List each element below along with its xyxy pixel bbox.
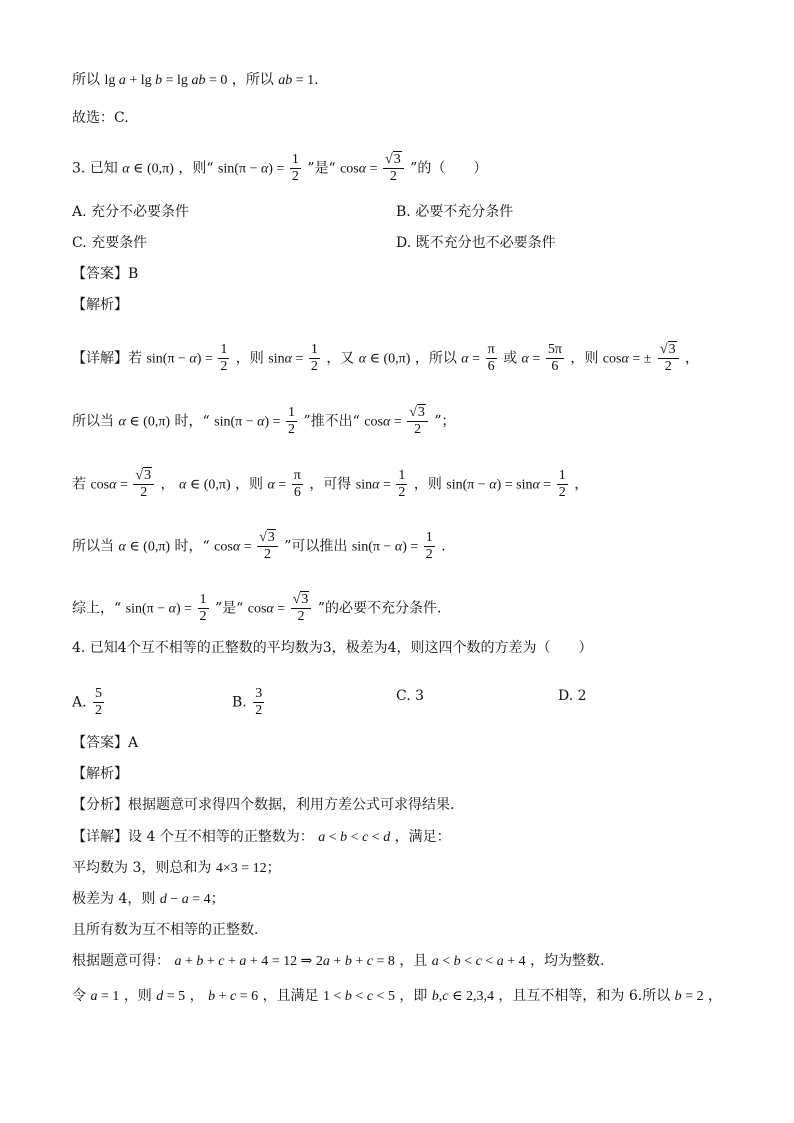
text-line: 所以 lg a + lg b = lg ab = 0 ，所以 ab = 1. [72, 72, 319, 88]
text: ，则 [235, 476, 264, 493]
text: 令 [72, 988, 86, 1004]
fraction: $\frac{1}{2}$ [291, 152, 299, 184]
text: 根据题意可得： [72, 953, 170, 969]
text: ，则 [123, 988, 152, 1004]
text: 所以当 [72, 538, 114, 555]
detail-line: 综上，“ sin(π − α) = $\frac{1}{2}$ ”是“ cosα = $\frac{√3}{2}$ ”的必要不充分条件. [72, 592, 442, 624]
question-4-stem: 4. 已知4个互不相等的正整数的平均数为3，极差为4，则这四个数的方差为（ ） [72, 640, 593, 656]
answer-label: 【答案】B [72, 266, 139, 282]
fraction: $\frac{√3}{2}$ [383, 152, 404, 185]
text: ，满足： [394, 829, 451, 845]
text: ，且 [399, 953, 428, 969]
text: . [441, 538, 446, 555]
text: 极差为 4，则 [72, 891, 156, 907]
text: ，所以 [414, 350, 457, 367]
text: ”； [434, 413, 456, 430]
detail-line: 令 a = 1 ，则 d = 5 ， b + c = 6 ，且满足 1 < b < c < 5 ，即 b,c ∈ 2,3,4 ，且互不相等，和为 6.所以 b = 2 ， [72, 988, 723, 1004]
text: ”的必要不充分条件. [317, 600, 442, 617]
text: ，则“ [178, 160, 214, 177]
text: ，则 [570, 350, 599, 367]
option-c: C. 充要条件 [72, 235, 148, 251]
text: ，则 [235, 350, 264, 367]
text-line: 故选：C. [72, 110, 129, 126]
text: . [314, 72, 319, 88]
text: 综上，“ [72, 600, 122, 617]
detail-line: 平均数为 3，则总和为 4×3 = 12； [72, 860, 281, 876]
detail-line: 所以当 α ∈ (0,π) 时，“ sin(π − α) = $\frac{1}{2}$ ”推不出“ cosα = $\frac{√3}{2}$ ”； [72, 405, 456, 437]
text: ，且满足 [262, 988, 319, 1004]
text: 【详解】若 [72, 350, 142, 367]
text: ”是“ [214, 600, 244, 617]
option-b: B. 必要不充分条件 [396, 204, 514, 220]
text: ，所以 [231, 72, 274, 88]
text: A. [72, 694, 87, 711]
detail-line: 极差为 4，则 d − a = 4； [72, 891, 225, 907]
text: 3. 已知 [72, 160, 118, 177]
text: ； [210, 891, 225, 907]
text: ”是“ [307, 160, 336, 177]
text: B. [232, 694, 247, 711]
answer-label: 【答案】A [72, 735, 139, 751]
text: ”可以推出 [284, 538, 348, 555]
text: ，且互不相等，和为 6.所以 [498, 988, 671, 1004]
option-d: D. 既不充分也不必要条件 [396, 235, 556, 251]
text: ，则 [413, 476, 442, 493]
text: ，可得 [309, 476, 352, 493]
text: 所以当 [72, 413, 114, 430]
detail-line: 且所有数为互不相等的正整数. [72, 922, 259, 938]
text: ， [685, 350, 700, 367]
option-a: A. $\frac{5}{2}$ [72, 686, 103, 718]
text: ； [266, 860, 281, 876]
analysis-label: 【解析】 [72, 766, 128, 782]
text: ，即 [399, 988, 428, 1004]
text: 时，“ [174, 538, 210, 555]
text: ，均为整数. [530, 953, 605, 969]
text: 时，“ [174, 413, 210, 430]
text: ，又 [326, 350, 355, 367]
question-3-stem: 3. 已知 α ∈ (0,π) ，则“ sin(π − α) = $\frac{1}{2}$ ”是“ cosα = $\frac{√3}{2}$ ”的（ ） [72, 152, 488, 184]
option-b: B. $\frac{3}{2}$ [232, 686, 263, 718]
analysis-label: 【解析】 [72, 297, 128, 313]
detail-line: 若 cosα = $\frac{√3}{2}$ ， α ∈ (0,π) ，则 α = $\frac{\pi}{6}$ ，可得 sinα = $\frac{1}{2}$ ，则 sin(π − α) = sinα = $\frac{1}{2}$ ， [72, 468, 589, 500]
option-a: A. 充分不必要条件 [72, 204, 190, 220]
text: 【详解】设 4 个互不相等的正整数为： [72, 829, 314, 845]
analysis-text: 【分析】根据题意可求得四个数据，利用方差公式可求得结果. [72, 797, 455, 813]
text: 或 [503, 350, 518, 367]
text: ”的（ ） [410, 160, 488, 177]
text: ， [160, 476, 175, 493]
option-d: D. 2 [558, 688, 587, 704]
detail-line: 根据题意可得： a + b + c + a + 4 = 12 ⇒ 2a + b + c = 8 ，且 a < b < c < a + 4 ，均为整数. [72, 953, 605, 969]
detail-line: 【详解】设 4 个互不相等的正整数为： a < b < c < d ，满足： [72, 829, 451, 845]
option-c: C. 3 [396, 688, 425, 704]
text: 若 [72, 476, 86, 493]
text: ”推不出“ [303, 413, 360, 430]
text: 所以 [72, 72, 100, 88]
text: ， [574, 476, 589, 493]
text: ， [189, 988, 204, 1004]
text: ， [708, 988, 723, 1004]
text: 平均数为 3，则总和为 [72, 860, 212, 876]
detail-line: 所以当 α ∈ (0,π) 时，“ cosα = $\frac{√3}{2}$ ”可以推出 sin(π − α) = $\frac{1}{2}$ . [72, 530, 446, 562]
detail-line: 【详解】若 sin(π − α) = $\frac{1}{2}$ ，则 sinα = $\frac{1}{2}$ ，又 α ∈ (0,π) ，所以 α = $\frac{\pi}{6}$ 或 α = $\frac{5\pi}{6}$ ，则 cosα = ± $\frac{√3}{2}$ ， [72, 342, 700, 374]
